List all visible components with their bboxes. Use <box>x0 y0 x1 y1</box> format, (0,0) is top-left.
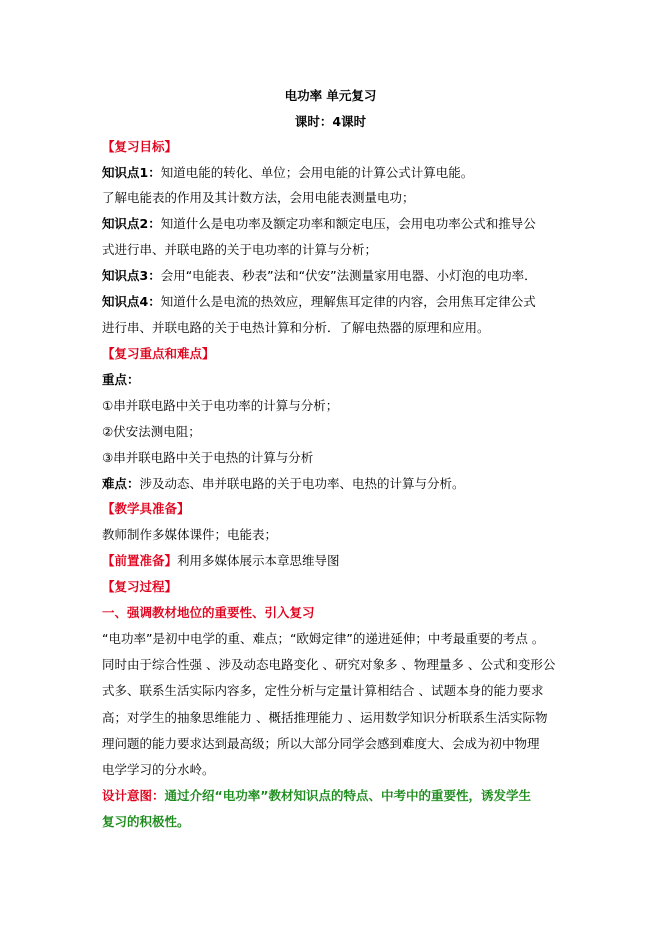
paragraph-line-6: 电学学习的分水岭。 <box>102 762 215 777</box>
section-heading-preparation: 【前置准备】 <box>102 553 178 568</box>
knowledge-point-1 <box>102 165 473 181</box>
preparation-text: 利用多媒体展示本章思维导图 <box>177 553 340 568</box>
section-heading-tools: 【教学具准备】 <box>102 501 190 516</box>
knowledge-point-1-text: 知道电能的转化、单位；会用电能的计算公式计算电能。 <box>160 165 474 180</box>
key-points-label: 重点： <box>102 372 140 387</box>
part-1-heading: 一、强调教材地位的重要性、引入复习 <box>102 605 315 620</box>
paragraph-line-5: 理问题的能力要求达到最高级；所以大部分同学会感到难度大、会成为初中物理 <box>102 736 540 751</box>
design-intent-label: 设计意图： <box>102 788 165 803</box>
paragraph-line-2: 同时由于综合性强 、涉及动态电路变化 、研究对象多 、物理量多 、公式和变形公 <box>102 657 556 672</box>
knowledge-point-2-continued: 式进行串、并联电路的关于电功率的计算与分析； <box>102 242 378 257</box>
section-heading-key-points: 【复习重点和难点】 <box>102 346 215 361</box>
paragraph-line-3: 式多、联系生活实际内容多，定性分析与定量计算相结合 、试题本身的能力要求 <box>102 683 544 698</box>
tools-text: 教师制作多媒体课件；电能表； <box>102 527 278 542</box>
paragraph-line-1: “电功率”是初中电学的重、难点；“欧姆定律”的递进延伸；中考最重要的考点 。 <box>102 631 545 646</box>
knowledge-point-2 <box>102 216 536 232</box>
design-intent-text: 通过介绍“电功率”教材知识点的特点、中考中的重要性，诱发学生 <box>164 788 531 803</box>
document-title: 电功率 单元复习 <box>284 88 377 103</box>
preparation <box>102 553 340 569</box>
knowledge-point-4-label: 知识点4： <box>102 294 161 309</box>
section-heading-goals: 【复习目标】 <box>102 139 178 154</box>
key-point-1: ①串并联电路中关于电功率的计算与分析； <box>102 398 339 413</box>
key-point-3: ③串并联电路中关于电热的计算与分析 <box>102 450 314 465</box>
knowledge-point-1-label: 知识点1： <box>102 165 161 180</box>
design-intent-continued: 复习的积极性。 <box>102 814 190 829</box>
key-point-2: ②伏安法测电阻； <box>102 424 201 439</box>
difficult-points-text: 涉及动态、串并联电路的关于电功率、电热的计算与分析。 <box>139 476 465 491</box>
knowledge-point-4 <box>102 294 536 310</box>
difficult-points-label: 难点： <box>102 476 140 491</box>
knowledge-point-2-text: 知道什么是电功率及额定功率和额定电压，会用电功率公式和推导公 <box>160 216 536 231</box>
difficult-points <box>102 476 465 492</box>
knowledge-point-4-continued: 进行串、并联电路的关于电热计算和分析．了解电热器的原理和应用。 <box>102 320 490 335</box>
knowledge-point-3 <box>102 268 537 284</box>
design-intent <box>102 788 531 804</box>
paragraph-line-4: 高；对学生的抽象思维能力 、概括推理能力 、运用数学知识分析联系生活实际物 <box>102 710 548 725</box>
class-hours: 课时：4课时 <box>294 114 367 129</box>
section-heading-process: 【复习过程】 <box>102 579 178 594</box>
knowledge-point-4-text: 知道什么是电流的热效应，理解焦耳定律的内容，会用焦耳定律公式 <box>160 294 536 309</box>
knowledge-point-3-text: 会用“电能表、秒表”法和“伏安”法测量家用电器、小灯泡的电功率． <box>160 268 537 283</box>
knowledge-point-2-label: 知识点2： <box>102 216 161 231</box>
knowledge-point-1-continued: 了解电能表的作用及其计数方法，会用电能表测量电功； <box>102 190 415 205</box>
knowledge-point-3-label: 知识点3： <box>102 268 161 283</box>
